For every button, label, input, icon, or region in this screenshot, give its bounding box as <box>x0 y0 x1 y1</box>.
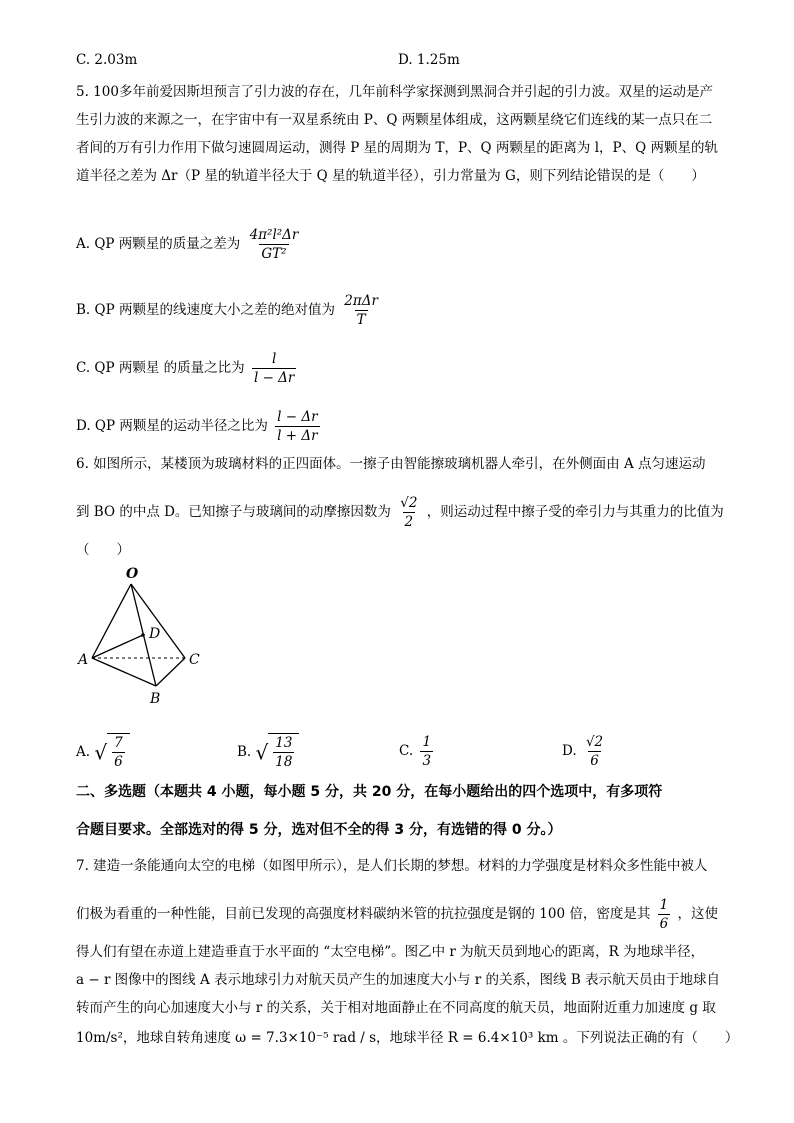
label-a: A <box>78 652 89 668</box>
frac-den: l + Δr <box>277 428 318 444</box>
frac-num: 4π²l²Δr <box>249 227 299 243</box>
option-label: C. <box>399 743 414 759</box>
q5-option-a-text: A. QP 两颗星的质量之差为 <box>76 236 241 252</box>
frac-num: l − Δr <box>277 409 318 425</box>
q5-option-d <box>76 408 323 445</box>
frac-den: T <box>356 312 366 328</box>
q5-option-b <box>76 292 383 329</box>
edge-cb <box>156 658 185 686</box>
edge-oc <box>131 584 185 658</box>
option-label: B. <box>237 744 252 760</box>
frac-num: l <box>272 351 277 367</box>
q7-stem-line4: a − r 图像中的图线 A 表示地球引力对航天员产生的加速度大小与 r 的关系，图线 B 表示航天员由于地球自 <box>76 972 721 988</box>
q6-stem-line2-tail: ，则运动过程中擦子受的牵引力与其重力的比值为 <box>426 504 724 520</box>
q6-option-c <box>399 733 436 770</box>
q5-option-c-text: C. QP 两颗星 的质量之比为 <box>76 360 245 376</box>
q7-stem-line1: 7. 建造一条能通向太空的电梯（如图甲所示），是人们长期的梦想。材料的力学强度是材料众多性能中被人 <box>76 858 708 874</box>
q6-stem-line2 <box>76 494 724 531</box>
q5-stem-line4: 道半径之差为 Δr（P 星的轨道半径大于 Q 星的轨道半径），引力常量为 G，则下列结论错误的是（ ） <box>76 168 705 184</box>
label-b: B <box>150 691 161 707</box>
edge-ab <box>92 658 156 686</box>
q4-option-d: D. 1.25m <box>398 52 460 68</box>
q7-stem-line2-text: 们极为看重的一种性能，目前已发现的高强度材料碳纳米管的抗拉强度是钢的 100 倍，密度是其 <box>76 906 651 922</box>
q5-option-c <box>76 350 299 387</box>
q7-stem-line6: 10m/s²，地球自转角速度 ω = 7.3×10⁻⁵ rad / s，地球半径 R = 6.4×10³ km 。下列说法正确的有（ ） <box>76 1030 739 1046</box>
label-d: D <box>149 626 161 642</box>
q6-stem-line1: 6. 如图所示，某楼顶为玻璃材料的正四面体。一擦子由智能擦玻璃机器人牵引，在外侧面由 A 点匀速运动 <box>76 456 706 472</box>
frac-num: 1 <box>422 734 432 750</box>
q7-density-fraction <box>658 896 671 933</box>
q6-friction-coefficient <box>398 494 419 531</box>
q6-stem-line2-text: 到 BO 的中点 D。已知擦子与玻璃间的动摩擦因数为 <box>76 504 391 520</box>
q4-option-c: C. 2.03m <box>76 52 138 68</box>
option-label: D. <box>562 743 577 759</box>
sqrt-icon: √ <box>94 740 108 765</box>
q5-option-a-fraction <box>248 226 301 263</box>
frac-num: 13 <box>275 735 293 751</box>
q5-option-d-fraction <box>275 408 319 445</box>
path-ad <box>92 635 143 658</box>
q7-stem-line2-tail: ，这使 <box>677 906 719 922</box>
label-o: O <box>126 566 139 582</box>
q7-stem-line5: 转而产生的向心加速度大小与 r 的关系，关于相对地面静止在不同高度的航天员，地面附近重力加速度 g 取 <box>76 1000 716 1016</box>
q6-option-b <box>237 733 299 771</box>
frac-num: 7 <box>114 735 123 751</box>
section-heading-line1: 二、多选题（本题共 4 小题，每小题 5 分，共 20 分，在每小题给出的四个选项中，有多项符 <box>76 784 663 800</box>
frac-den: 18 <box>275 754 293 770</box>
q5-option-d-text: D. QP 两颗星的运动半径之比为 <box>76 418 268 434</box>
q7-stem-line3: 得人们有望在赤道上建造垂直于水平面的 “太空电梯”。图乙中 r 为航天员到地心的距离，R 为地球半径， <box>76 944 705 960</box>
q6-option-d <box>562 733 608 770</box>
label-c: C <box>189 652 200 668</box>
frac-den: 6 <box>659 916 669 932</box>
frac-den: GT² <box>261 246 287 262</box>
q7-stem-line2 <box>76 896 718 933</box>
q6-stem-line3: （ ） <box>76 542 130 558</box>
frac-num: 1 <box>659 897 669 913</box>
q5-option-a <box>76 226 303 263</box>
q5-stem-line1: 5. 100多年前爱因斯坦预言了引力波的存在，几年前科学家探测到黑洞合并引起的引力波。双星的运动是产 <box>76 84 713 100</box>
frac-num: √2 <box>400 495 418 511</box>
sqrt-icon: √ <box>255 740 269 765</box>
frac-num: √2 <box>585 734 604 750</box>
frac-den: l − Δr <box>253 370 295 386</box>
option-label: A. <box>76 744 91 760</box>
q5-stem-line2: 生引力波的来源之一，在宇宙中有一双星系统由 P、Q 两颗星体组成，这两颗星绕它们连线的某一点只在二 <box>76 112 713 128</box>
q5-option-b-fraction <box>342 292 380 329</box>
frac-den: 6 <box>590 753 599 769</box>
section-heading-line2: 合题目要求。全部选对的得 5 分，选对但不全的得 3 分，有选错的得 0 分。） <box>76 822 562 838</box>
frac-den: 2 <box>404 514 414 530</box>
point-d <box>141 633 145 637</box>
frac-num: 2πΔr <box>344 293 378 309</box>
q5-option-b-text: B. QP 两颗星的线速度大小之差的绝对值为 <box>76 302 335 318</box>
frac-den: 3 <box>422 753 432 769</box>
q6-option-a <box>76 733 130 771</box>
q5-stem-line3: 者间的万有引力作用下做匀速圆周运动，测得 P 星的周期为 T，P、Q 两颗星的距离为 l，P、Q 两颗星的轨 <box>76 140 718 156</box>
edge-oa <box>92 584 131 658</box>
frac-den: 6 <box>114 754 123 770</box>
q5-option-c-fraction <box>252 350 296 387</box>
tetrahedron-figure <box>70 560 210 710</box>
